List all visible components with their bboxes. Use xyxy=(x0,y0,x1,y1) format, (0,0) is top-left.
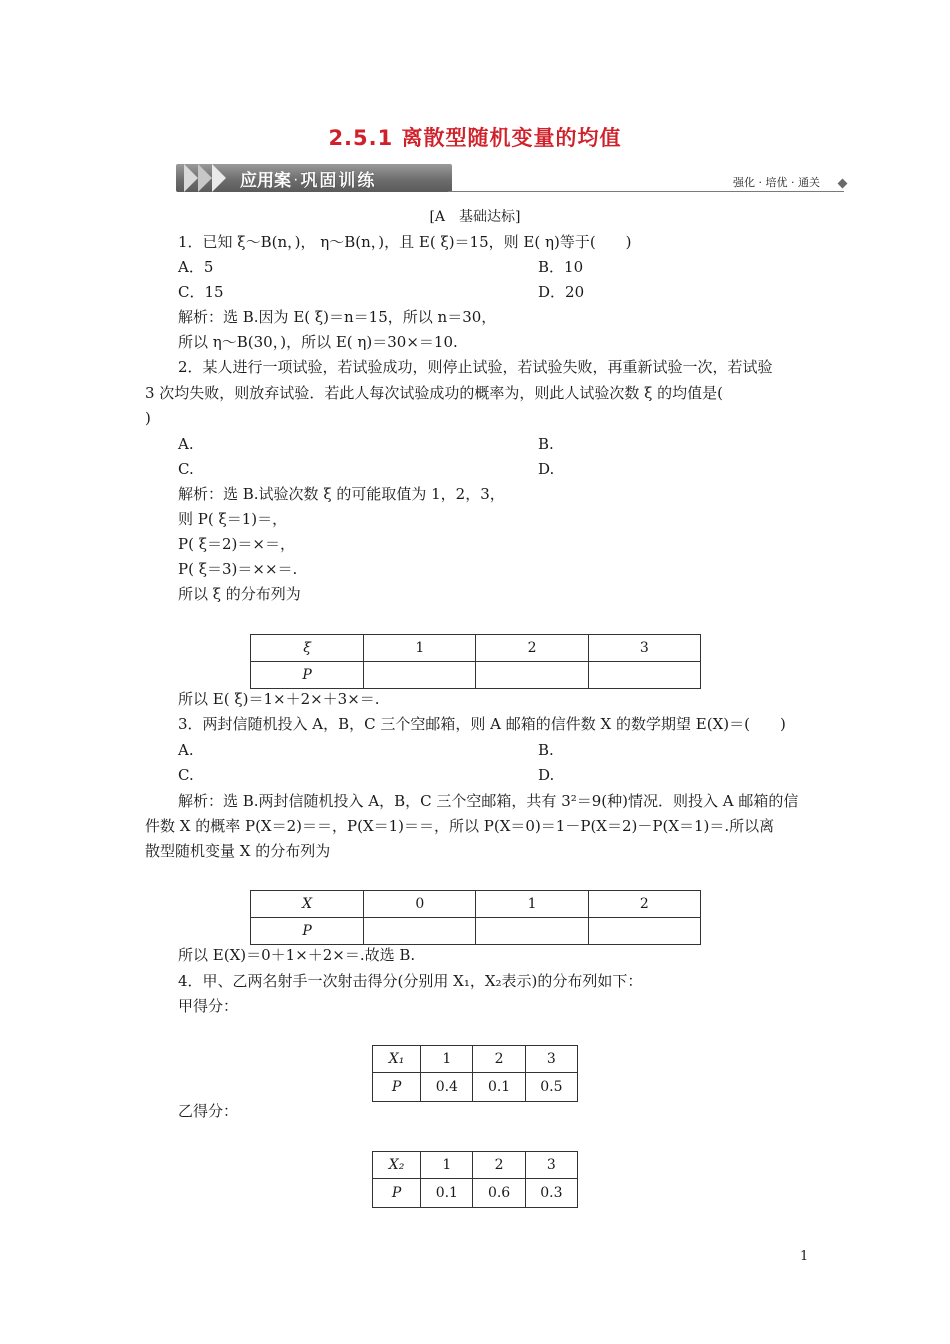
table-row xyxy=(251,891,701,918)
table-row xyxy=(251,918,701,945)
table-header-cell: X₂ xyxy=(373,1152,421,1179)
table-cell: P xyxy=(251,662,364,689)
table-cell: P xyxy=(251,918,364,945)
table-row xyxy=(373,1046,578,1073)
table-cell: 0.4 xyxy=(421,1073,473,1102)
table-cell: P xyxy=(373,1179,421,1208)
table-cell xyxy=(364,662,476,689)
q3-option-c: C. xyxy=(178,766,194,784)
q3-option-d: D. xyxy=(538,766,555,784)
q2-expectation: 所以 E( ξ)＝1×＋2×＋3×＝. xyxy=(178,690,380,708)
table-header-cell: 2 xyxy=(588,891,700,918)
table-header-cell: 1 xyxy=(476,891,588,918)
q3-expectation: 所以 E(X)＝0＋1×＋2×＝.故选 B. xyxy=(178,946,416,964)
q1-option-a: A．5 xyxy=(178,258,214,276)
banner-label-a: 应用案 xyxy=(240,171,291,191)
table-header-cell: 3 xyxy=(588,635,700,662)
banner-label-b: 巩固训练 xyxy=(300,171,377,191)
q1-solution-line2: 所以 η～B(30，)，所以 E( η)＝30×＝10. xyxy=(178,333,458,351)
table-header-cell: 1 xyxy=(421,1152,473,1179)
table-header-cell: 2 xyxy=(473,1152,525,1179)
q3-solution-line1: 解析：选 B.两封信随机投入 A，B，C 三个空邮箱，共有 3²＝9(种)情况．则投入 A 邮箱的信 xyxy=(178,792,799,810)
q2-stem-line3: ) xyxy=(145,409,151,427)
table-header-cell: 1 xyxy=(421,1046,473,1073)
q3-solution-line3: 散型随机变量 X 的分布列为 xyxy=(145,842,331,860)
table-cell: 0.1 xyxy=(421,1179,473,1208)
q2-solution-line1: 解析：选 B.试验次数 ξ 的可能取值为 1，2，3， xyxy=(178,485,505,503)
q1-stem: 1．已知 ξ～B(n，)， η～B(n，)，且 E( ξ)＝15，则 E( η)等于( ) xyxy=(178,233,632,251)
banner-separator: · xyxy=(294,176,298,186)
table-header-cell: 2 xyxy=(473,1046,525,1073)
table-header-cell: 3 xyxy=(525,1046,577,1073)
table-cell: 0.1 xyxy=(473,1073,525,1102)
chevron-icon xyxy=(184,164,198,192)
q4-table-b xyxy=(372,1151,578,1208)
q2-option-d: D. xyxy=(538,460,555,478)
table-row xyxy=(373,1073,578,1102)
q2-distribution-table xyxy=(250,634,701,689)
q4-label-a: 甲得分： xyxy=(178,997,239,1015)
banner-divider xyxy=(448,191,844,192)
q1-option-c: C．15 xyxy=(178,283,224,301)
page-number: 1 xyxy=(800,1249,809,1264)
q2-option-a: A. xyxy=(178,435,194,453)
chevron-icon xyxy=(212,164,226,192)
q4-stem: 4．甲、乙两名射手一次射击得分(分别用 X₁，X₂表示)的分布列如下： xyxy=(178,972,643,990)
table-cell xyxy=(476,662,588,689)
table-header-cell: 3 xyxy=(525,1152,577,1179)
table-header-cell: ξ xyxy=(251,635,364,662)
q4-table-a xyxy=(372,1045,578,1102)
q3-solution-line2: 件数 X 的概率 P(X＝2)＝＝，P(X＝1)＝＝，所以 P(X＝0)＝1－P(X＝2)－P(X＝1)＝.所以离 xyxy=(145,817,775,835)
q3-distribution-table xyxy=(250,890,701,945)
table-header-cell: X₁ xyxy=(373,1046,421,1073)
table-cell: 0.3 xyxy=(525,1179,577,1208)
table-row xyxy=(251,662,701,689)
q2-solution-line4: P( ξ＝3)＝××＝. xyxy=(178,560,298,578)
banner-label xyxy=(240,166,376,191)
table-cell: P xyxy=(373,1073,421,1102)
table-header-cell: 0 xyxy=(364,891,476,918)
page-title: 2.5.1 离散型随机变量的均值 xyxy=(328,126,622,150)
table-cell: 0.6 xyxy=(473,1179,525,1208)
table-cell: 0.5 xyxy=(525,1073,577,1102)
q2-stem-line2: 3 次均失败，则放弃试验．若此人每次试验成功的概率为，则此人试验次数 ξ 的均值是( xyxy=(145,384,723,402)
chevron-icon xyxy=(198,164,212,192)
q1-option-b: B．10 xyxy=(538,258,584,276)
q2-solution-line3: P( ξ＝2)＝×＝， xyxy=(178,535,295,553)
q2-stem-line1: 2．某人进行一项试验，若试验成功，则停止试验，若试验失败，再重新试验一次，若试验 xyxy=(178,358,773,376)
table-header-cell: 2 xyxy=(476,635,588,662)
q2-solution-line5: 所以 ξ 的分布列为 xyxy=(178,585,301,603)
section-banner xyxy=(176,160,850,196)
table-header-cell: X xyxy=(251,891,364,918)
table-cell xyxy=(588,918,700,945)
section-heading: [A 基础达标] xyxy=(429,209,521,225)
banner-tagline: 强化 · 培优 · 通关 xyxy=(733,176,820,189)
q2-solution-line2: 则 P( ξ＝1)＝， xyxy=(178,510,288,528)
table-cell xyxy=(364,918,476,945)
q2-option-c: C. xyxy=(178,460,194,478)
table-header-cell: 1 xyxy=(364,635,476,662)
q2-option-b: B. xyxy=(538,435,554,453)
diamond-icon xyxy=(838,179,848,189)
q1-solution-line1: 解析：选 B.因为 E( ξ)＝n＝15，所以 n＝30， xyxy=(178,308,497,326)
q4-label-b: 乙得分： xyxy=(178,1102,239,1120)
table-cell xyxy=(476,918,588,945)
q1-option-d: D．20 xyxy=(538,283,585,301)
table-row xyxy=(373,1152,578,1179)
table-row xyxy=(373,1179,578,1208)
q3-option-b: B. xyxy=(538,741,554,759)
table-row xyxy=(251,635,701,662)
q3-option-a: A. xyxy=(178,741,194,759)
q3-stem: 3．两封信随机投入 A，B，C 三个空邮箱，则 A 邮箱的信件数 X 的数学期望 E(X)＝( ) xyxy=(178,715,786,733)
table-cell xyxy=(588,662,700,689)
